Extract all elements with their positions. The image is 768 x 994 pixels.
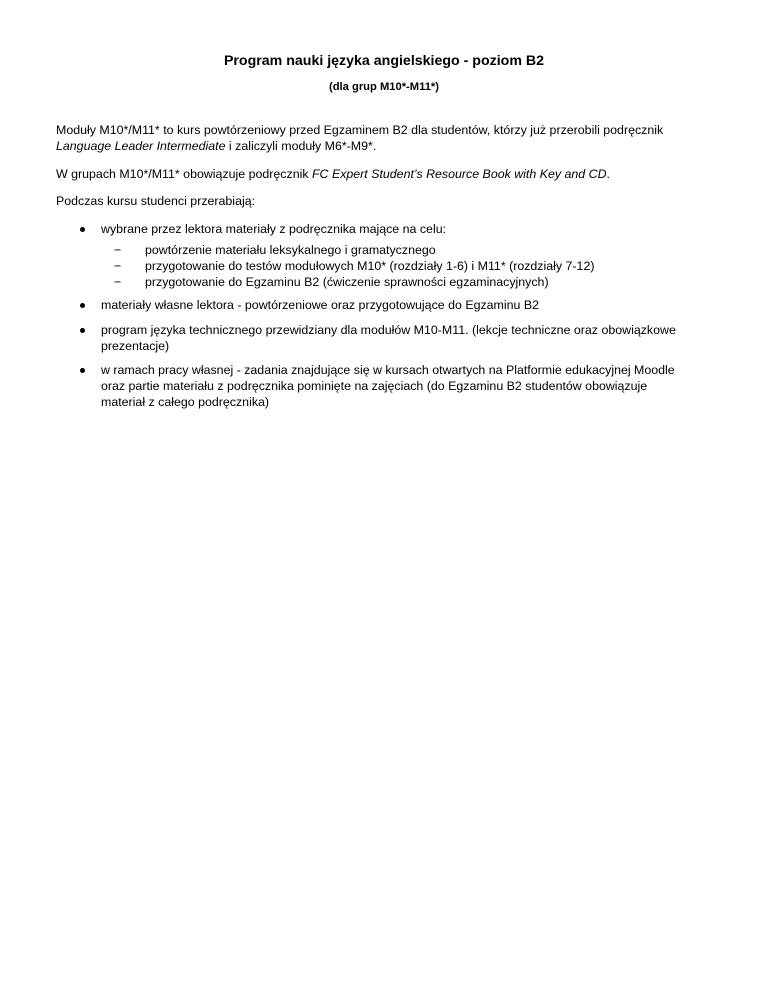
bullet-text-4-line-1: w ramach pracy własnej - zadania znajdujące się w kursach otwartych na Platformie edukacyjnej Moodle bbox=[101, 363, 675, 377]
sub-item-text-1: powtórzenie materiału leksykalnego i gramatycznego bbox=[145, 243, 436, 257]
intro-paragraph bbox=[56, 122, 736, 154]
bullet-text-3-line-1: program języka technicznego przewidziany dla modułów M10-M11. (lekcje techniczne oraz obowiązkowe bbox=[101, 323, 676, 337]
sub-item-text-2: przygotowanie do testów modułowych M10* (rozdziały 1-6) i M11* (rozdziały 7-12) bbox=[145, 259, 595, 273]
bullet-icon bbox=[80, 328, 85, 333]
bullet-icon bbox=[80, 227, 85, 232]
bullet-text-4 bbox=[101, 362, 721, 410]
intro-line-2 bbox=[56, 138, 736, 154]
intro-book-title: Language Leader Intermediate bbox=[56, 139, 226, 153]
bullet-text-1: wybrane przez lektora materiały z podręcznika mające na celu: bbox=[101, 222, 447, 236]
groups-book-title: FC Expert Student’s Resource Book with Key and CD bbox=[311, 167, 607, 181]
bullet-icon bbox=[80, 368, 85, 373]
bullet-text-3 bbox=[101, 322, 721, 354]
bullet-text-4-line-3: materiał z całego podręcznika) bbox=[101, 395, 270, 409]
bullet-text-3-line-2: prezentacje) bbox=[101, 339, 170, 353]
bullet-icon bbox=[80, 303, 85, 308]
bullet-text-2: materiały własne lektora - powtórzeniowe oraz przygotowujące do Egzaminu B2 bbox=[101, 298, 540, 312]
dash-icon: − bbox=[114, 259, 122, 273]
course-intro: Podczas kursu studenci przerabiają: bbox=[56, 194, 256, 208]
intro-line-1: Moduły M10*/M11* to kurs powtórzeniowy przed Egzaminem B2 dla studentów, którzy już przerobili podręcznik bbox=[56, 123, 664, 137]
document-subtitle: (dla grup M10*-M11*) bbox=[328, 81, 440, 93]
document-title: Program nauki języka angielskiego - poziom B2 bbox=[223, 53, 545, 69]
intro-line-2-text: i zaliczyli moduły M6*-M9*. bbox=[225, 139, 377, 153]
dash-icon: − bbox=[114, 275, 122, 289]
dash-icon: − bbox=[114, 243, 122, 257]
groups-paragraph bbox=[56, 166, 736, 182]
bullet-text-4-line-2: oraz partie materiału z podręcznika pominięte na zajęciach (do Egzaminu B2 studentów obowiązuje bbox=[101, 379, 648, 393]
groups-text-1: W grupach M10*/M11* obowiązuje podręcznik bbox=[56, 167, 312, 181]
groups-text-2: . bbox=[606, 167, 610, 181]
sub-item-text-3: przygotowanie do Egzaminu B2 (ćwiczenie sprawności egzaminacyjnych) bbox=[145, 275, 549, 289]
